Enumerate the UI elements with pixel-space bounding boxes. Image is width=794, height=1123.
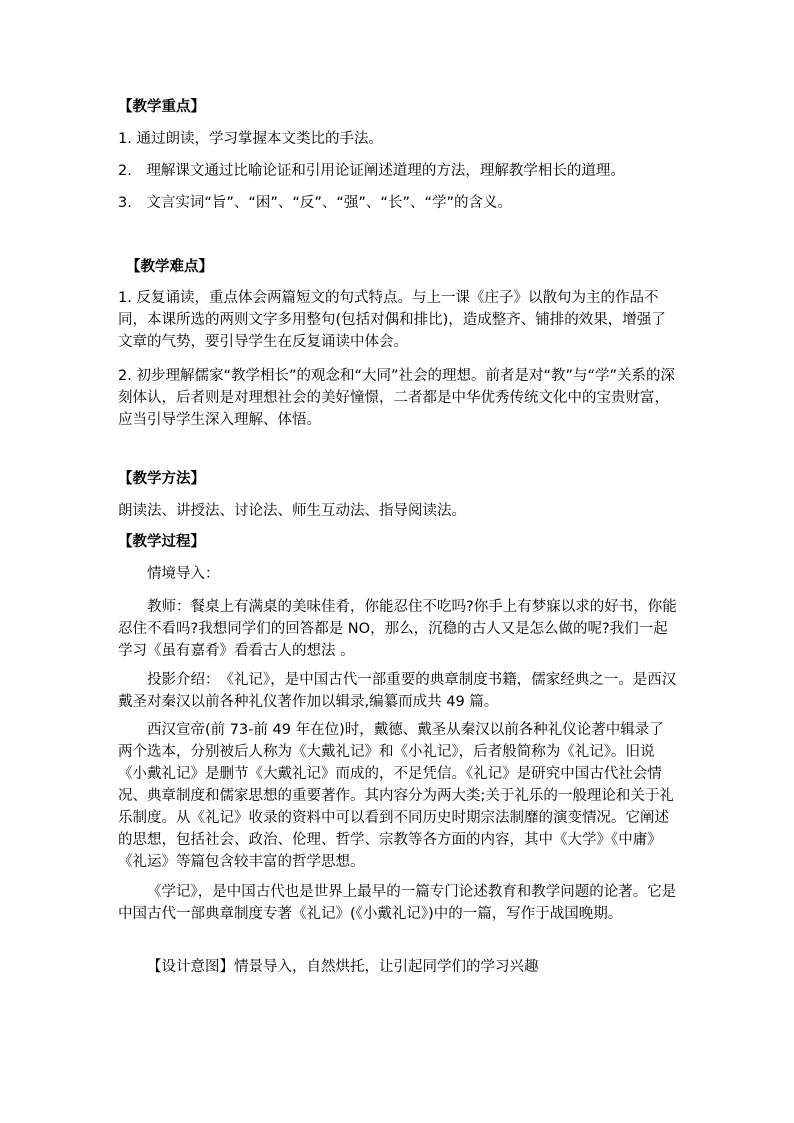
difficulty-heading: 【教学难点】 [126,259,213,275]
method-text: 朗读法、讲授法、讨论法、师生互动法、指导阅读法。 [118,503,466,519]
process-paragraph-design-intent: 【设计意图】情景导入，自然烘托，让引起同学们的学习兴趣 [147,959,539,975]
difficulty-item-2: 2. 初步理解儒家“教学相长”的观念和“大同”社会的理想。前者是对“教”与“学”关系的深刻体认，后者则是对理想社会的美好憧憬，二者都是中华优秀传统文化中的宝贵财富，应当引导学生深入理解、体悟。 [118,368,676,428]
process-paragraph-liji: 西汉宣帝(前 73-前 49 年在位)时，戴德、戴圣从秦汉以前各种礼仪论著中辑录了两个选本，分别被后人称为《大戴礼记》和《小礼记》，后者般简称为《礼记》。旧说《小戴礼记》是删节《大戴礼记》而成的，不足凭信。《礼记》是研究中国古代社会情况、典章制度和儒家思想的重要著作。其内容分为两大类;关于礼乐的一般理论和关于礼乐制度。从《礼记》收录的资料中可以看到不同历史时期宗法制靡的演变情况。它阐述的思想，包括社会、政治、伦理、哲学、宗教等各方面的内容，其中《大学》《中庸》《礼运》等篇包含较丰富的哲学思想。 [118,722,674,870]
focus-heading: 【教学重点】 [118,99,205,115]
process-paragraph-projection: 投影介绍： 《礼记》，是中国古代一部重要的典章制度书籍，儒家经典之一。是西汉戴圣对秦汉以前各种礼仪著作加以辑录,编纂而成共 49 篇。 [118,672,677,710]
focus-item-2: 2. 理解课文通过比喻论证和引用论证阐述道理的方法，理解教学相长的道理。 [118,163,625,179]
focus-item-3: 3. 文言实词“旨”、“困”、“反”、“强”、“长”、“学”的含义。 [118,195,512,211]
difficulty-item-1: 1. 反复诵读，重点体会两篇短文的句式特点。与上一课《庄子》以散句为主的作品不同，本课所选的两则文字多用整句(包括对偶和排比)，造成整齐、铺排的效果，增强了文章的气势，要引导学生在反复诵读中体会。 [118,290,666,350]
process-heading: 【教学过程】 [118,534,205,550]
process-paragraph-xueji: 《学记》，是中国古代也是世界上最早的一篇专门论述教育和教学问题的论著。它是中国古代一部典章制度专著《礼记》(《小戴礼记》)中的一篇，写作于战国晚期。 [118,884,677,922]
focus-item-1: 1. 通过朗读，学习掌握本文类比的手法。 [118,131,383,147]
process-paragraph-intro: 情境导入： [147,566,220,582]
method-heading: 【教学方法】 [118,471,205,487]
process-paragraph-teacher: 教师：餐桌上有满桌的美味佳肴，你能忍住不吃吗?你手上有梦寐以求的好书，你能忍住不看吗?我想同学们的回答都是 NO，那么，沉稳的古人又是怎么做的呢?我们一起学习《虽有嘉肴》看看古人的想法 。 [118,599,677,659]
